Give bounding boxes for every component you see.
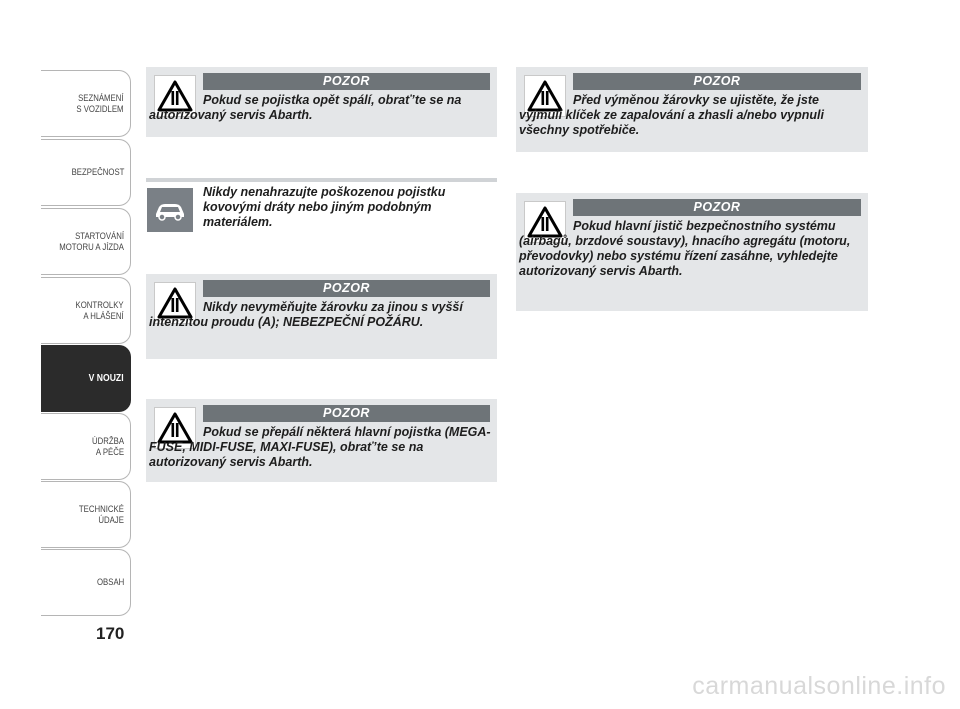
tab-seznameni[interactable] [41,70,131,137]
warning-box-bulb-replace [516,67,868,152]
tab-udrzba[interactable] [41,413,131,480]
tab-startovani[interactable] [41,208,131,275]
warning-text: Nikdy nevyměňujte žárovku za jinou s vyšší intenzitou proudu (A); NEBEZPEČNÍ POŽÁRU. [149,300,463,329]
warning-text: Pokud se pojistka opět spálí, obrať’te se na autorizovaný servis Abarth. [149,93,462,122]
warning-header: POZOR [203,73,490,90]
tab-label: KONTROLKY A HLÁŠENÍ [75,299,124,322]
tab-obsah[interactable] [41,549,131,616]
warning-text: Pokud se přepálí některá hlavní pojistka (MEGA-FUSE, MIDI-FUSE, MAXI-FUSE), obrať’te se na autorizovaný servis Abarth. [149,425,491,469]
warning-header: POZOR [573,199,861,216]
car-icon [147,188,193,232]
warning-box-fuse-again [146,67,497,137]
warning-header: POZOR [203,405,490,422]
note-text: Nikdy nenahrazujte poškozenou pojistku kovovými dráty nebo jiným podobným materiálem. [203,185,446,229]
warning-header: POZOR [203,280,490,297]
tab-label: TECHNICKÉ ÚDAJE [78,503,124,526]
page-number: 170 [96,624,125,643]
tab-v-nouzi[interactable] [41,345,131,412]
warning-text: Před výměnou žárovky se ujistěte, že jste vyjmuli klíček ze zapalování a zhasli a/nebo vypnuli všechny spotřebiče. [519,93,824,137]
warning-box-bulb-current [146,274,497,359]
tab-label: ÚDRŽBA A PÉČE [91,435,124,458]
tab-label: BEZPEČNOST [71,167,124,178]
tab-bezpecnost[interactable] [41,139,131,206]
note-box-wires [146,177,496,237]
warning-box-main-fuse [146,399,497,482]
warning-text: Pokud hlavní jistič bezpečnostního systému (airbagů, brzdové soustavy), hnacího agregátu (motoru, převodovky) nebo systému řízení zasáhne, vyhledejte autorizovaný servis Abarth. [519,219,851,278]
tab-label: STARTOVÁNÍ MOTORU A JÍZDA [59,230,124,253]
tab-kontrolky[interactable] [41,277,131,344]
watermark: carmanualsonline.info [692,672,946,700]
tab-technicke-udaje[interactable] [41,481,131,548]
tab-label: V NOUZI [89,372,124,384]
tab-label: SEZNÁMENÍ S VOZIDLEM [76,92,124,115]
warning-header: POZOR [573,73,861,90]
tab-label: OBSAH [96,577,124,588]
warning-box-safety-breaker [516,193,868,311]
